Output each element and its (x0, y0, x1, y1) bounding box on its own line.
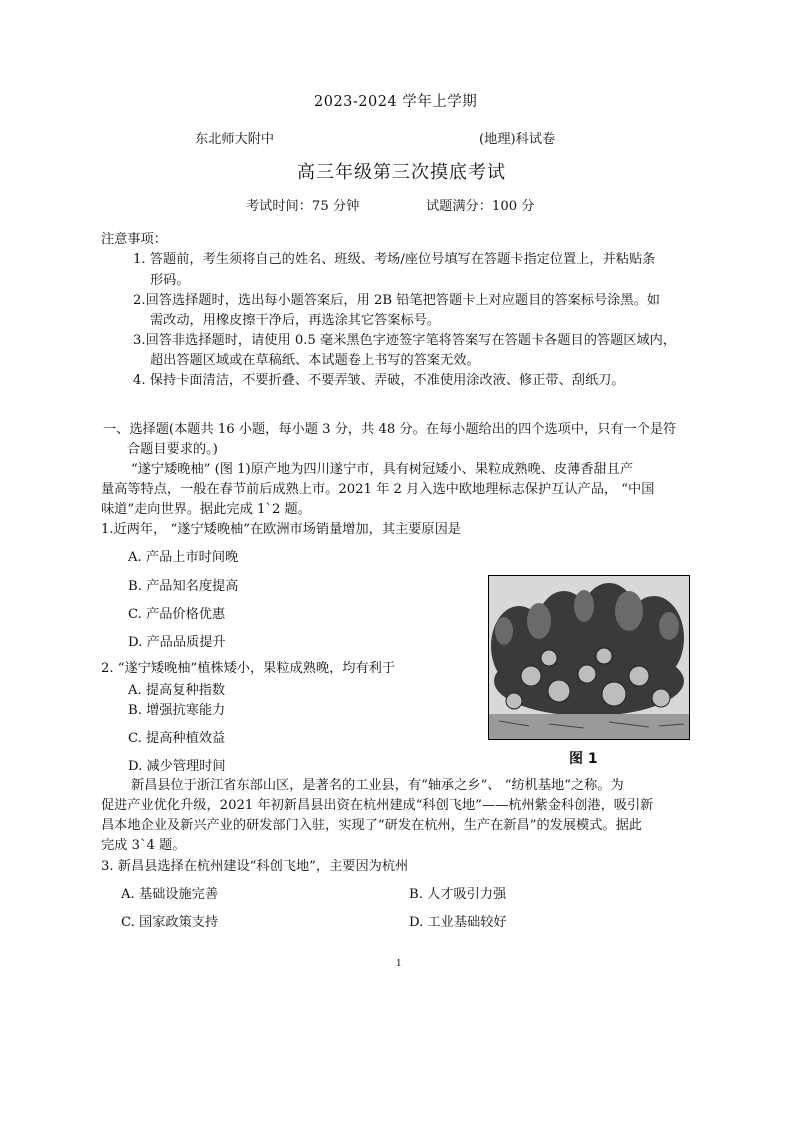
section-heading-cont: 合题目要求的。) (127, 442, 218, 457)
notice-item-3-cont: 超出答题区域或在草稿纸、本试题卷上书写的答案无效。 (150, 353, 480, 368)
subject-name: (地理)科试卷 (479, 132, 556, 147)
notice-item-2: 2.回答选择题时，选出每小题答案后，用 2B 铅笔把答题卡上对应题目的答案标号涂黑。如 (133, 293, 660, 308)
passage2-line2: 促进产业优化升级，2021 年初新昌县出资在杭州建成“科创飞地”——杭州紫金科创港，吸引新 (101, 798, 654, 813)
notice-item-2-cont: 需改动，用橡皮擦干净后，再选涂其它答案标号。 (150, 313, 441, 328)
passage1-line3: 味道”走向世界。据此完成 1`2 题。 (101, 502, 311, 517)
notice-item-1-cont: 形码。 (150, 273, 190, 288)
passage2-line4: 完成 3`4 题。 (101, 838, 186, 853)
notice-item-3: 3.回答非选择题时，请使用 0.5 毫米黑色字迹签字笔将答案写在答题卡各题目的答题区域内， (133, 333, 677, 348)
page-number: 1 (396, 959, 402, 969)
q3-option-c: C. 国家政策支持 (121, 915, 219, 930)
full-score: 试题满分：100 分 (426, 199, 535, 214)
figure-caption: 图 1 (569, 751, 598, 767)
q1-option-a: A. 产品上市时间晚 (128, 550, 239, 565)
exam-time: 考试时间：75 分钟 (246, 199, 360, 214)
passage1-line2: 量高等特点，一般在春节前后成熟上市。2021 年 2 月入选中欧地理标志保护互认产品， “中国 (101, 482, 655, 497)
q2-option-b: B. 增强抗寒能力 (128, 703, 226, 718)
q3-option-b: B. 人才吸引力强 (409, 887, 507, 902)
passage2-line3: 昌本地企业及新兴产业的研发部门入驻，实现了“研发在杭州，生产在新昌”的发展模式。据此 (101, 818, 642, 833)
q3-option-a: A. 基础设施完善 (121, 887, 219, 902)
q1-stem: 1.近两年， “遂宁矮晚柚”在欧洲市场销量增加，其主要原因是 (101, 522, 461, 537)
q3-stem: 3. 新昌县选择在杭州建设“科创飞地”，主要因为杭州 (101, 859, 409, 874)
section-heading: 一、选择题(本题共 16 小题，每小题 3 分，共 48 分。在每小题给出的四个选项中，只有一个是符 (103, 422, 677, 437)
school-name: 东北师大附中 (195, 132, 275, 147)
q3-option-d: D. 工业基础较好 (409, 915, 507, 930)
q1-option-b: B. 产品知名度提高 (128, 579, 239, 594)
passage2-line1: 新昌县位于浙江省东部山区，是著名的工业县，有“轴承之乡”、 “纺机基地”之称。为 (131, 778, 624, 793)
q2-option-c: C. 提高种植效益 (128, 731, 226, 746)
pomelo-tree-figure (488, 575, 690, 740)
q1-option-d: D. 产品品质提升 (128, 635, 226, 650)
notice-item-4: 4. 保持卡面清洁，不要折叠、不要弄皱、弄破，不准使用涂改液、修正带、刮纸刀。 (133, 373, 625, 388)
passage1-line1: “遂宁矮晚柚” (图 1)原产地为四川遂宁市，具有树冠矮小、果粒成熟晚、皮薄香甜且产 (131, 462, 634, 477)
q2-option-d: D. 减少管理时间 (128, 759, 226, 774)
year-term-title: 2023-2024 学年上学期 (314, 94, 478, 110)
notice-item-1: 1. 答题前，考生须将自己的姓名、班级、考场/座位号填写在答题卡指定位置上，并粘贴条 (133, 252, 656, 267)
q2-stem: 2. “遂宁矮晚柚”植株矮小，果粒成熟晚，均有利于 (101, 661, 396, 676)
notice-heading: 注意事项： (101, 232, 167, 247)
q1-option-c: C. 产品价格优惠 (128, 607, 226, 622)
exam-title: 高三年级第三次摸底考试 (297, 162, 506, 183)
pomelo-tree-icon (489, 576, 689, 739)
q2-option-a: A. 提高复种指数 (128, 683, 226, 698)
